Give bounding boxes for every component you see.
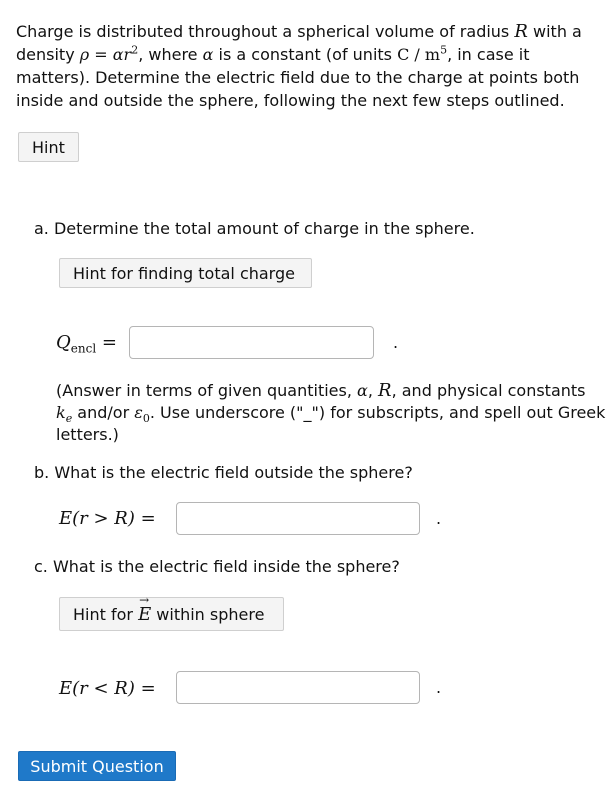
e-inside-period: .	[436, 678, 442, 697]
submit-question-button[interactable]: Submit Question	[18, 751, 176, 781]
q-encl-label: $Q_{encl}$ =	[56, 332, 117, 356]
vector-arrow-icon: →	[139, 592, 150, 607]
part-a-question: a. Determine the total amount of charge in the sphere.	[34, 219, 475, 238]
hint-button-label: Hint	[32, 137, 65, 157]
answer-instructions: (Answer in terms of given quantities, α, R, and physical constants $k_e$ and/or $\varepsilon_0$. Use underscore ("_") for subscripts, and spell out Greek letters.)	[56, 380, 606, 444]
hint-total-charge-label: Hint for finding total charge	[73, 263, 295, 283]
q-encl-input[interactable]	[129, 326, 374, 359]
problem-statement: Charge is distributed throughout a spherical volume of radius R with a density $\rho = \alpha r^2$, where α is a constant (of units C / $m^5$, in case it matters). Determine the electric field due to the charge at points both inside and outside the sphere, following the next few steps outlined.	[16, 21, 582, 110]
part-c-question: c. What is the electric field inside the sphere?	[34, 557, 400, 576]
hint-e-within-sphere-label: Hint for E → within sphere	[73, 592, 265, 625]
part-b-question: b. What is the electric field outside the sphere?	[34, 463, 413, 482]
e-inside-input[interactable]	[176, 671, 420, 704]
hint-total-charge-button[interactable]	[59, 258, 312, 288]
e-outside-label: E(r > R) =	[59, 508, 156, 529]
hint-e-within-sphere-button[interactable]	[59, 592, 284, 631]
e-outside-period: .	[436, 509, 442, 528]
e-outside-input[interactable]	[176, 502, 420, 535]
e-inside-label: E(r < R) =	[59, 678, 156, 699]
q-encl-period: .	[393, 333, 399, 352]
hint-button[interactable]	[18, 132, 79, 162]
